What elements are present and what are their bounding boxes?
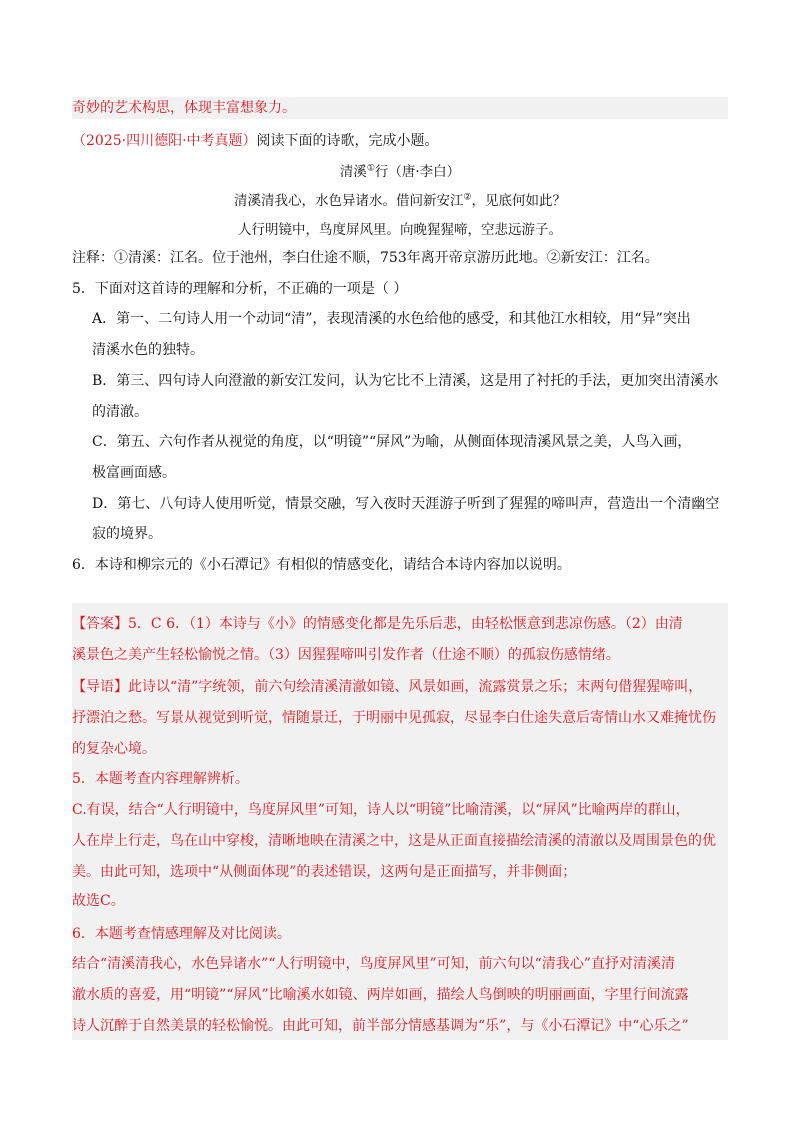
poem-title: [0, 162, 800, 182]
analysis6-title: 6．本题考查情感理解及对比阅读。: [72, 926, 291, 942]
analysis5-line-2: 人在岸上行走，鸟在山中穿梭，清晰地映在清溪之中，这是从正面直接描绘清溪的清澈以及周围景色的优: [72, 833, 716, 849]
poem-notes: 注释：①清溪：江名。位于池州，李白仕途不顺，753年离开帝京游历此地。②新安江：江名。: [72, 250, 659, 266]
q6-stem: 6．本诗和柳宗元的《小石潭记》有相似的情感变化，请结合本诗内容加以说明。: [72, 557, 571, 573]
guide-line-3: 的复杂心境。: [72, 741, 156, 757]
answer-line-1: 【答案】5．C 6．（1）本诗与《小》的情感变化都是先乐后悲，由轻松惬意到悲凉伤感。（2）由清: [72, 616, 683, 632]
q5-option-a-line2: 清溪水色的独特。: [92, 342, 204, 358]
poem-line-2: 人行明镜中，鸟度屏风里。向晚猩猩啼，空悲远游子。: [238, 222, 562, 238]
analysis6-line-2: 澈水质的喜爱，用“明镜”“屏风”比喻溪水如镜、两岸如画，描绘人鸟倒映的明丽画面，字里行间流露: [72, 987, 689, 1003]
answer-line-2: 溪景色之美产生轻松愉悦之情。（3）因猩猩啼叫引发作者（仕途不顺）的孤寂伤感情绪。: [72, 647, 620, 663]
poem-line-1-note-mark: ②: [463, 192, 472, 203]
q5-option-b-line2: 的清澈。: [92, 404, 148, 420]
analysis5-line-3: 美。由此可知，选项中“从侧面体现”的表述错误，这两句是正面描写，并非侧面；: [72, 864, 577, 880]
analysis5-line-1: C.有误，结合“人行明镜中，鸟度屏风里”可知，诗人以“明镜”比喻清溪，以“屏风”比喻两岸的群山，: [72, 802, 690, 818]
poem-title-name: 清溪: [339, 164, 367, 180]
q5-option-c-line2: 极富画面感。: [92, 465, 176, 481]
guide-line-1: 【导语】此诗以“清”字统领，前六句绘清溪清澈如镜、风景如画，流露赏景之乐；末两句借猩猩啼叫，: [72, 679, 703, 695]
poem-line-1-a: 清溪清我心，水色异诸水。借问新安江: [233, 193, 464, 209]
q5-option-b-line1: B．第三、四句诗人向澄澈的新安江发问，认为它比不上清溪，这是用了衬托的手法，更加突出清溪水: [92, 373, 719, 389]
analysis5-title: 5．本题考查内容理解辨析。: [72, 771, 249, 787]
poem-title-author: 行（唐·李白）: [374, 164, 461, 180]
top-line: 奇妙的艺术构思，体现丰富想象力。: [72, 100, 296, 116]
analysis6-line-3: 诗人沉醉于自然美景的轻松愉悦。由此可知，前半部分情感基调为“乐”，与《小石潭记》中“心乐之”: [72, 1018, 689, 1034]
guide-line-2: 抒漂泊之愁。写景从视觉到听觉，情随景迁，于明丽中见孤寂，尽显李白仕途失意后寄情山水又难掩忧伤: [72, 710, 716, 726]
analysis6-line-1: 结合“清溪清我心，水色异诸水”“人行明镜中，鸟度屏风里”可知，前六句以“清我心”直抒对清溪清: [72, 956, 675, 972]
poem-title-note-mark: ①: [366, 163, 375, 174]
question-header: [72, 131, 728, 151]
q5-option-d-line1: D．第七、八句诗人使用听觉，情景交融，写入夜时天涯游子听到了猩猩的啼叫声，营造出一个清幽空: [92, 496, 720, 512]
question-instruction: 阅读下面的诗歌，完成小题。: [256, 133, 439, 149]
q5-stem: 5．下面对这首诗的理解和分析，不正确的一项是（ ）: [72, 281, 408, 297]
poem-line-1: [0, 191, 800, 211]
q5-option-d-line2: 寂的境界。: [92, 526, 162, 542]
answer-highlight-band: [72, 603, 728, 1040]
analysis5-line-4: 故选C。: [72, 893, 125, 909]
q5-option-a-line1: A．第一、二句诗人用一个动词“清”，表现清溪的水色给他的感受，和其他江水相较，用“异”突出: [92, 311, 691, 327]
poem-line-1-b: ，见底何如此？: [471, 193, 567, 209]
q5-option-c-line1: C．第五、六句作者从视觉的角度，以“明镜”“屏风”为喻，从侧面体现清溪风景之美，人鸟入画，: [92, 434, 692, 450]
question-source: （2025·四川德阳·中考真题）: [72, 133, 257, 149]
